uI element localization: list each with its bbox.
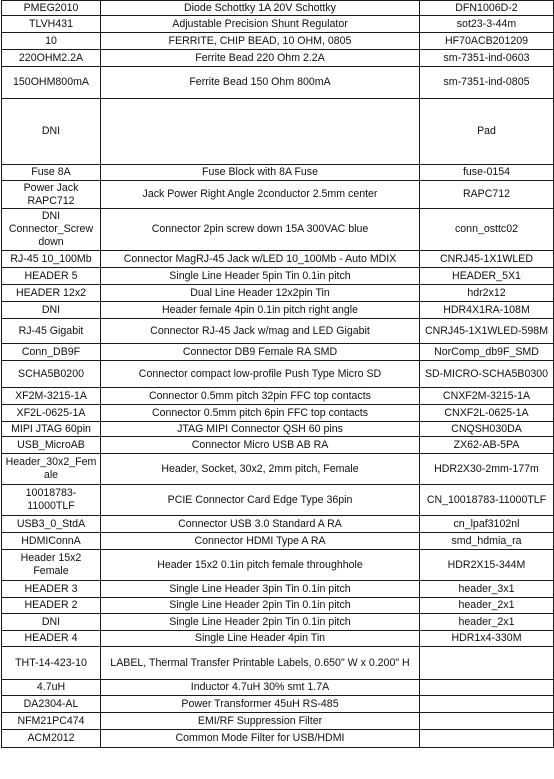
description-cell: Connector MagRJ-45 Jack w/LED 10_100Mb - Auto MDIX bbox=[101, 251, 420, 268]
description-cell: Connector DB9 Female RA SMD bbox=[101, 344, 420, 361]
table-row bbox=[2, 181, 554, 209]
description-cell: Common Mode Filter for USB/HDMI bbox=[101, 730, 420, 748]
description-cell: FERRITE, CHIP BEAD, 10 OHM, 0805 bbox=[101, 33, 420, 50]
part-value-cell: HEADER 12x2 bbox=[2, 285, 101, 302]
part-value-cell: 220OHM2.2A bbox=[2, 50, 101, 67]
part-value-cell: Conn_DB9F bbox=[2, 344, 101, 361]
table-row bbox=[2, 647, 554, 680]
table-row bbox=[2, 361, 554, 388]
description-cell: Ferrite Bead 150 Ohm 800mA bbox=[101, 67, 420, 99]
table-row bbox=[2, 713, 554, 730]
table-row bbox=[2, 1, 554, 16]
footprint-cell: hdr2x12 bbox=[420, 285, 554, 302]
table-row bbox=[2, 209, 554, 251]
table-row bbox=[2, 533, 554, 550]
table-row bbox=[2, 454, 554, 485]
table-row bbox=[2, 696, 554, 713]
footprint-cell: HEADER_5X1 bbox=[420, 268, 554, 285]
description-cell: Single Line Header 4pin Tin bbox=[101, 631, 420, 647]
part-value-cell: DNI Connector_Screw down bbox=[2, 209, 101, 251]
table-row bbox=[2, 422, 554, 437]
table-row bbox=[2, 33, 554, 50]
table-row bbox=[2, 405, 554, 422]
description-cell: Header 15x2 0.1in pitch female throughhole bbox=[101, 550, 420, 581]
footprint-cell: smd_hdmia_ra bbox=[420, 533, 554, 550]
footprint-cell: SD-MICRO-SCHA5B0300 bbox=[420, 361, 554, 388]
part-value-cell: 10 bbox=[2, 33, 101, 50]
part-value-cell: NFM21PC474 bbox=[2, 713, 101, 730]
description-cell: Connector 0.5mm pitch 32pin FFC top contacts bbox=[101, 388, 420, 405]
part-value-cell: DA2304-AL bbox=[2, 696, 101, 713]
bom-table bbox=[1, 0, 554, 748]
part-value-cell: USB_MicroAB bbox=[2, 437, 101, 454]
part-value-cell: DNI bbox=[2, 99, 101, 165]
table-row bbox=[2, 437, 554, 454]
part-value-cell: SCHA5B0200 bbox=[2, 361, 101, 388]
part-value-cell: XF2M-3215-1A bbox=[2, 388, 101, 405]
description-cell: Ferrite Bead 220 Ohm 2.2A bbox=[101, 50, 420, 67]
description-cell: Single Line Header 3pin Tin 0.1in pitch bbox=[101, 581, 420, 598]
part-value-cell: DNI bbox=[2, 614, 101, 631]
description-cell bbox=[101, 99, 420, 165]
table-row bbox=[2, 730, 554, 748]
part-value-cell: USB3_0_StdA bbox=[2, 516, 101, 533]
description-cell: Single Line Header 2pin Tin 0.1in pitch bbox=[101, 614, 420, 631]
footprint-cell: CNRJ45-1X1WLED-598M bbox=[420, 319, 554, 344]
part-value-cell: RJ-45 Gigabit bbox=[2, 319, 101, 344]
part-value-cell: Fuse 8A bbox=[2, 165, 101, 181]
footprint-cell: HDR1x4-330M bbox=[420, 631, 554, 647]
part-value-cell: 10018783-11000TLF bbox=[2, 485, 101, 516]
table-row bbox=[2, 631, 554, 647]
part-value-cell: TLVH431 bbox=[2, 16, 101, 33]
description-cell: Connector 0.5mm pitch 6pin FFC top contacts bbox=[101, 405, 420, 422]
description-cell: Connector HDMI Type A RA bbox=[101, 533, 420, 550]
footprint-cell: sot23-3-44m bbox=[420, 16, 554, 33]
description-cell: Connector Micro USB AB RA bbox=[101, 437, 420, 454]
table-row bbox=[2, 516, 554, 533]
footprint-cell: CNQSH030DA bbox=[420, 422, 554, 437]
part-value-cell: PMEG2010 bbox=[2, 1, 101, 16]
footprint-cell: HDR4X1RA-108M bbox=[420, 302, 554, 319]
table-row bbox=[2, 598, 554, 614]
part-value-cell: XF2L-0625-1A bbox=[2, 405, 101, 422]
description-cell: Power Transformer 45uH RS-485 bbox=[101, 696, 420, 713]
table-row bbox=[2, 67, 554, 99]
footprint-cell: DFN1006D-2 bbox=[420, 1, 554, 16]
table-row bbox=[2, 251, 554, 268]
description-cell: Diode Schottky 1A 20V Schottky bbox=[101, 1, 420, 16]
table-row bbox=[2, 99, 554, 165]
description-cell: Connector compact low-profile Push Type Micro SD bbox=[101, 361, 420, 388]
footprint-cell bbox=[420, 647, 554, 680]
footprint-cell: fuse-0154 bbox=[420, 165, 554, 181]
part-value-cell: HEADER 2 bbox=[2, 598, 101, 614]
table-row bbox=[2, 388, 554, 405]
description-cell: Single Line Header 2pin Tin 0.1in pitch bbox=[101, 598, 420, 614]
description-cell: Dual Line Header 12x2pin Tin bbox=[101, 285, 420, 302]
footprint-cell: HDR2X30-2mm-177m bbox=[420, 454, 554, 485]
part-value-cell: 150OHM800mA bbox=[2, 67, 101, 99]
description-cell: Connector 2pin screw down 15A 300VAC blue bbox=[101, 209, 420, 251]
description-cell: JTAG MIPI Connector QSH 60 pins bbox=[101, 422, 420, 437]
footprint-cell: HF70ACB201209 bbox=[420, 33, 554, 50]
description-cell: Header, Socket, 30x2, 2mm pitch, Female bbox=[101, 454, 420, 485]
table-row bbox=[2, 165, 554, 181]
part-value-cell: ACM2012 bbox=[2, 730, 101, 748]
footprint-cell: sm-7351-ind-0805 bbox=[420, 67, 554, 99]
table-row bbox=[2, 614, 554, 631]
part-value-cell: Header 15x2 Female bbox=[2, 550, 101, 581]
footprint-cell: Pad bbox=[420, 99, 554, 165]
table-row bbox=[2, 344, 554, 361]
footprint-cell: CN_10018783-11000TLF bbox=[420, 485, 554, 516]
footprint-cell: header_2x1 bbox=[420, 598, 554, 614]
footprint-cell bbox=[420, 680, 554, 696]
description-cell: Adjustable Precision Shunt Regulator bbox=[101, 16, 420, 33]
table-row bbox=[2, 50, 554, 67]
part-value-cell: HDMIConnA bbox=[2, 533, 101, 550]
footprint-cell: CNXF2M-3215-1A bbox=[420, 388, 554, 405]
footprint-cell: ZX62-AB-5PA bbox=[420, 437, 554, 454]
description-cell: Header female 4pin 0.1in pitch right angle bbox=[101, 302, 420, 319]
table-row bbox=[2, 268, 554, 285]
part-value-cell: RJ-45 10_100Mb bbox=[2, 251, 101, 268]
part-value-cell: DNI bbox=[2, 302, 101, 319]
footprint-cell bbox=[420, 713, 554, 730]
table-row bbox=[2, 302, 554, 319]
table-row bbox=[2, 550, 554, 581]
table-row bbox=[2, 319, 554, 344]
description-cell: Inductor 4.7uH 30% smt 1.7A bbox=[101, 680, 420, 696]
footprint-cell: CNXF2L-0625-1A bbox=[420, 405, 554, 422]
part-value-cell: 4.7uH bbox=[2, 680, 101, 696]
description-cell: PCIE Connector Card Edge Type 36pin bbox=[101, 485, 420, 516]
description-cell: Fuse Block with 8A Fuse bbox=[101, 165, 420, 181]
part-value-cell: MIPI JTAG 60pin bbox=[2, 422, 101, 437]
table-row bbox=[2, 680, 554, 696]
part-value-cell: HEADER 5 bbox=[2, 268, 101, 285]
footprint-cell: RAPC712 bbox=[420, 181, 554, 209]
description-cell: Jack Power Right Angle 2conductor 2.5mm center bbox=[101, 181, 420, 209]
footprint-cell: header_3x1 bbox=[420, 581, 554, 598]
bom-table-body bbox=[2, 1, 554, 748]
description-cell: Single Line Header 5pin Tin 0.1in pitch bbox=[101, 268, 420, 285]
table-row bbox=[2, 285, 554, 302]
table-row bbox=[2, 485, 554, 516]
part-value-cell: HEADER 4 bbox=[2, 631, 101, 647]
footprint-cell bbox=[420, 696, 554, 713]
footprint-cell: header_2x1 bbox=[420, 614, 554, 631]
footprint-cell bbox=[420, 730, 554, 748]
part-value-cell: THT-14-423-10 bbox=[2, 647, 101, 680]
description-cell: Connector USB 3.0 Standard A RA bbox=[101, 516, 420, 533]
footprint-cell: sm-7351-ind-0603 bbox=[420, 50, 554, 67]
footprint-cell: conn_osttc02 bbox=[420, 209, 554, 251]
footprint-cell: CNRJ45-1X1WLED bbox=[420, 251, 554, 268]
footprint-cell: HDR2X15-344M bbox=[420, 550, 554, 581]
description-cell: EMI/RF Suppression Filter bbox=[101, 713, 420, 730]
table-row bbox=[2, 16, 554, 33]
description-cell: LABEL, Thermal Transfer Printable Labels, 0.650" W x 0.200" H bbox=[101, 647, 420, 680]
part-value-cell: Header_30x2_Female bbox=[2, 454, 101, 485]
footprint-cell: NorComp_db9F_SMD bbox=[420, 344, 554, 361]
part-value-cell: Power Jack RAPC712 bbox=[2, 181, 101, 209]
description-cell: Connector RJ-45 Jack w/mag and LED Gigabit bbox=[101, 319, 420, 344]
footprint-cell: cn_lpaf3102nl bbox=[420, 516, 554, 533]
part-value-cell: HEADER 3 bbox=[2, 581, 101, 598]
table-row bbox=[2, 581, 554, 598]
